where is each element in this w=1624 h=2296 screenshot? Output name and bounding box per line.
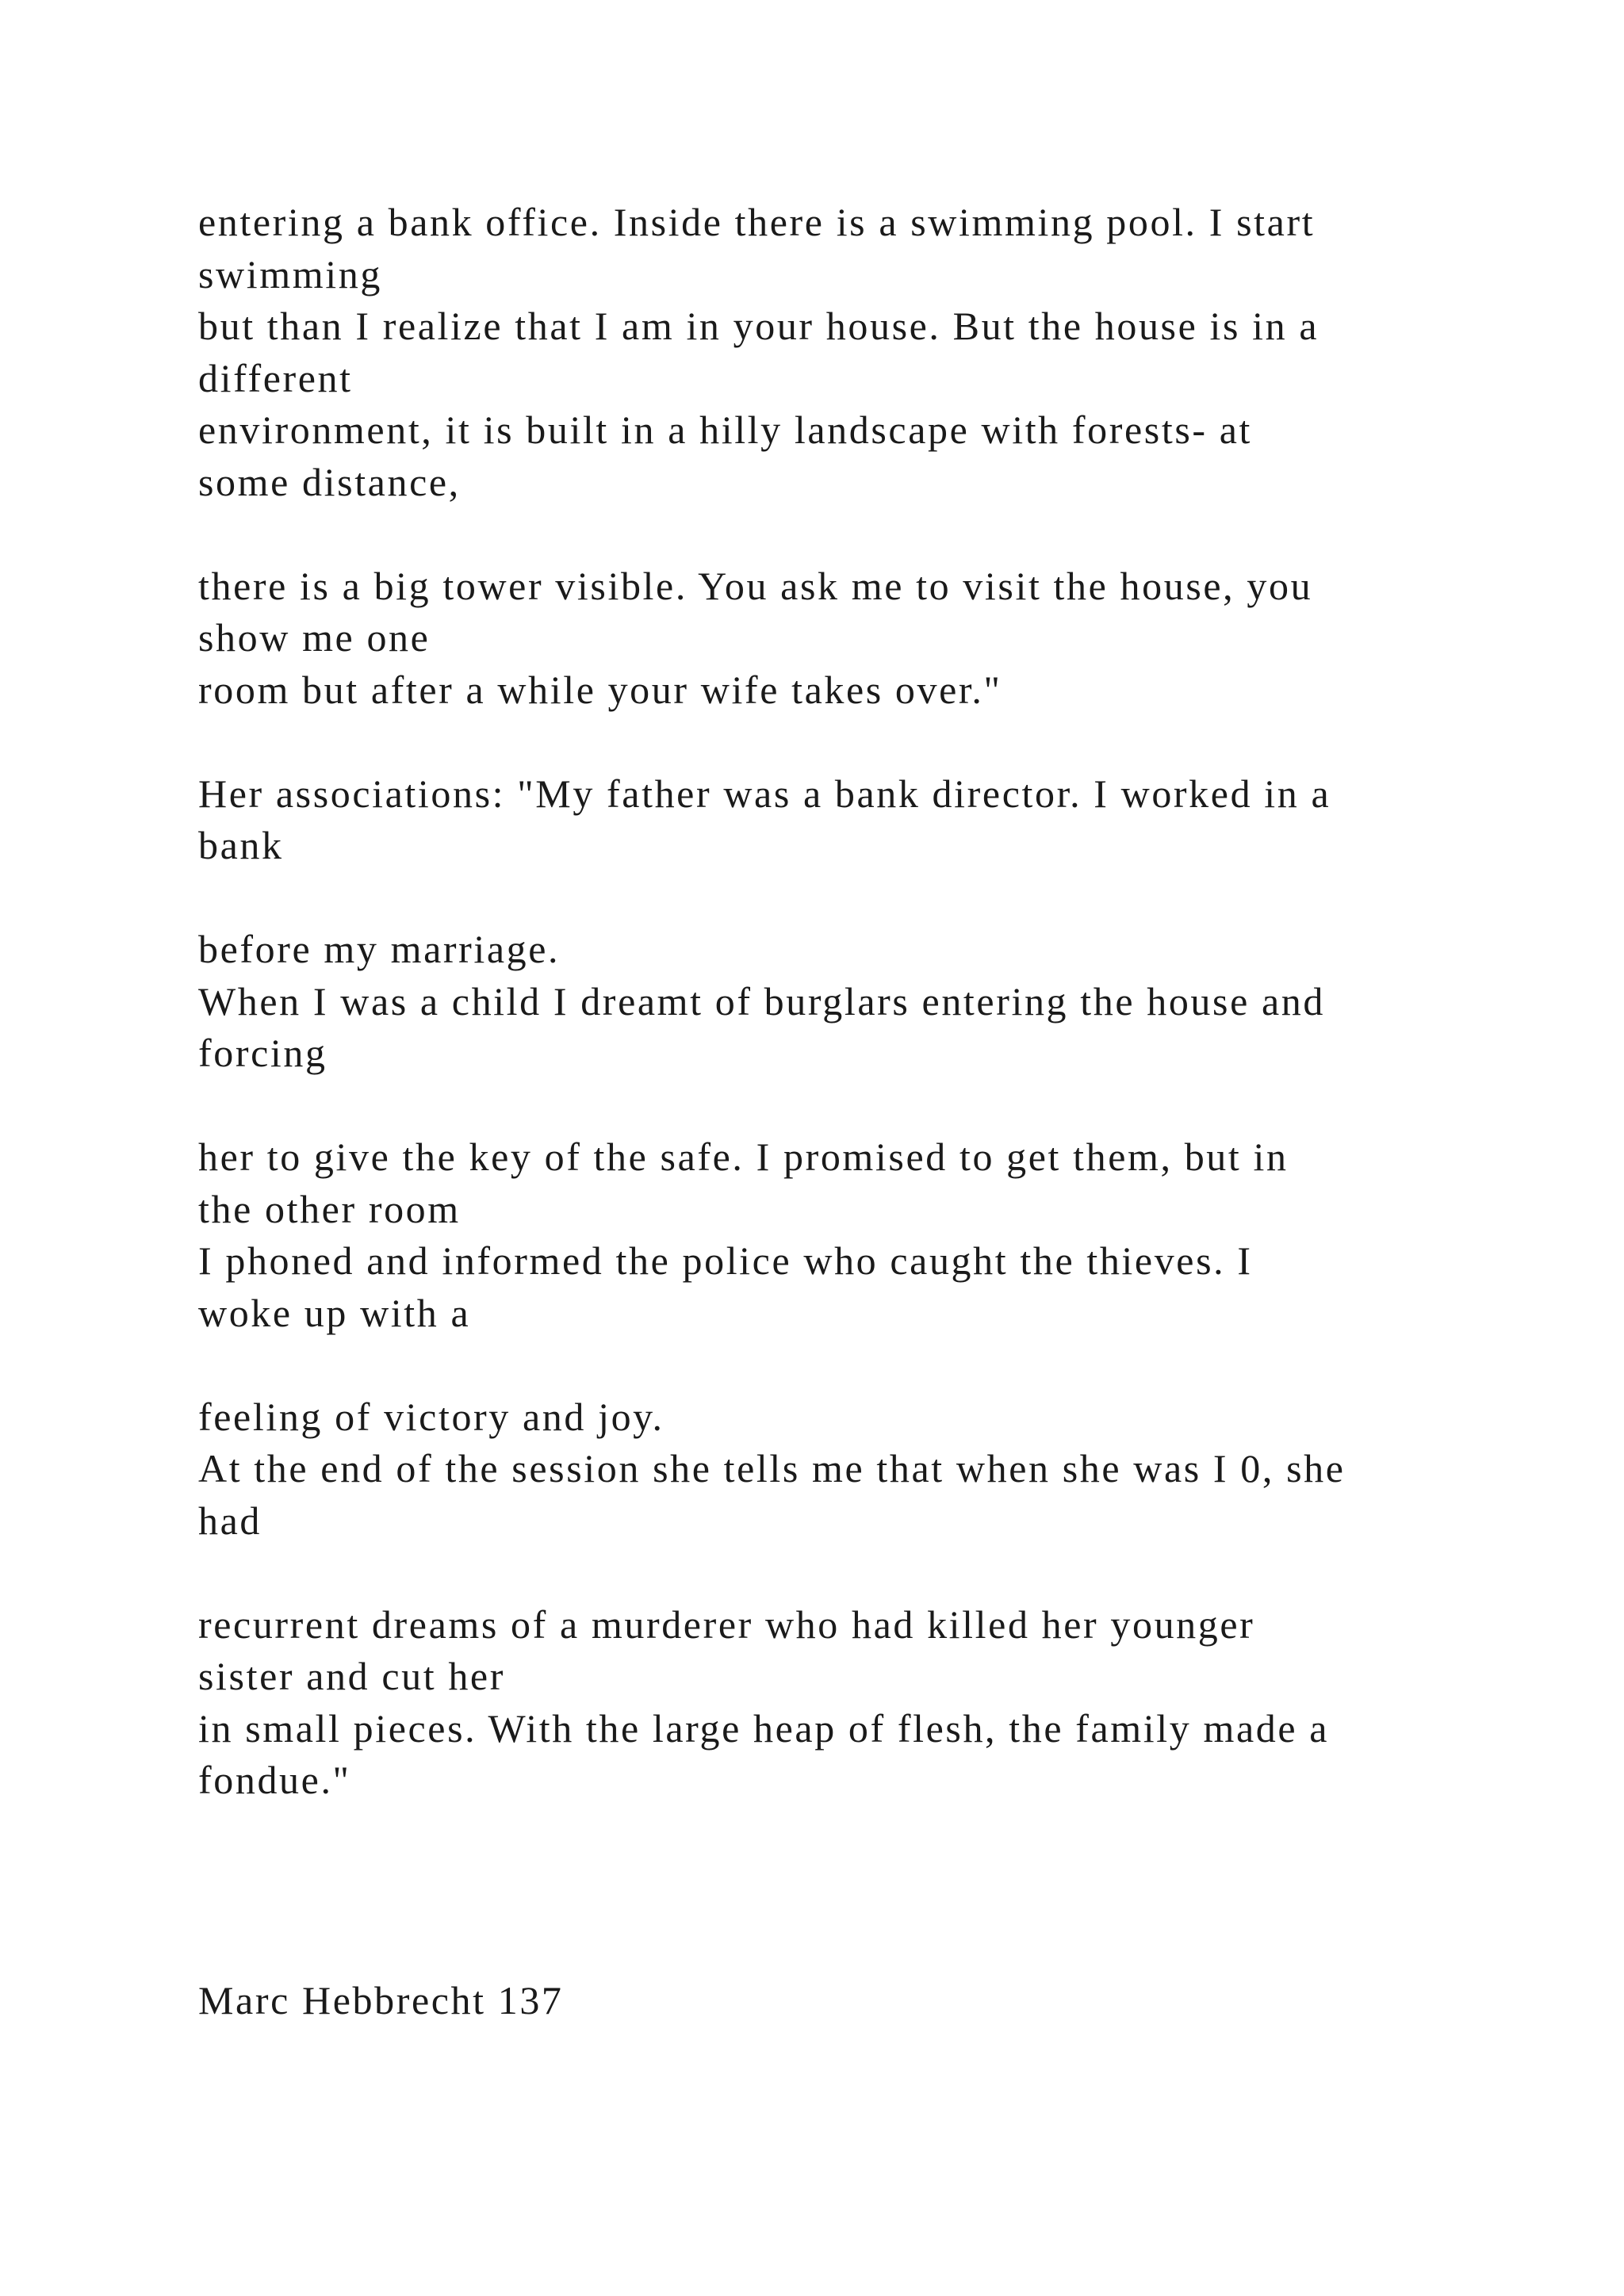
text-line: her to give the key of the safe. I promised to get them, but in	[198, 1135, 1289, 1179]
text-line: When I was a child I dreamt of burglars entering the house and	[198, 978, 1325, 1024]
text-line: fondue."	[198, 1758, 351, 1802]
text-line: room but after a while your wife takes over."	[198, 667, 1002, 712]
text-line: entering a bank office. Inside there is a swimming pool. I start	[198, 200, 1316, 244]
text-line: woke up with a	[198, 1290, 471, 1335]
page-footer: Marc Hebbrecht 137	[198, 1978, 564, 2022]
text-line: forcing	[198, 1031, 327, 1075]
text-line: the other room	[198, 1186, 461, 1231]
text-line: recurrent dreams of a murderer who had killed her younger	[198, 1601, 1255, 1647]
text-line: At the end of the session she tells me that when she was I 0, she	[198, 1446, 1346, 1490]
text-line: Her associations: "My father was a bank director. I worked in a	[198, 771, 1331, 816]
text-line: some distance,	[198, 459, 461, 504]
blank-line	[198, 1547, 1483, 1599]
text-line: in small pieces. With the large heap of flesh, the family made a	[198, 1705, 1330, 1751]
text-line: there is a big tower visible. You ask me to visit the house, you	[198, 563, 1313, 608]
blank-line	[198, 872, 1483, 924]
text-line: before my marriage.	[198, 927, 561, 971]
text-line: I phoned and informed the police who caught the thieves. I	[198, 1238, 1253, 1283]
text-line: bank	[198, 823, 284, 867]
text-line: had	[198, 1498, 262, 1543]
text-line: different	[198, 355, 353, 400]
text-line: feeling of victory and joy.	[198, 1394, 665, 1439]
text-line: show me one	[198, 615, 431, 660]
text-line: environment, it is built in a hilly landscape with forests- at	[198, 408, 1253, 452]
body-text	[198, 197, 1483, 1807]
text-line: but than I realize that I am in your house. But the house is in a	[198, 304, 1320, 348]
blank-line	[198, 716, 1483, 768]
text-line: sister and cut her	[198, 1654, 505, 1698]
blank-line	[198, 508, 1483, 561]
blank-line	[198, 1339, 1483, 1391]
blank-line	[198, 1080, 1483, 1132]
text-line: swimming	[198, 251, 382, 297]
